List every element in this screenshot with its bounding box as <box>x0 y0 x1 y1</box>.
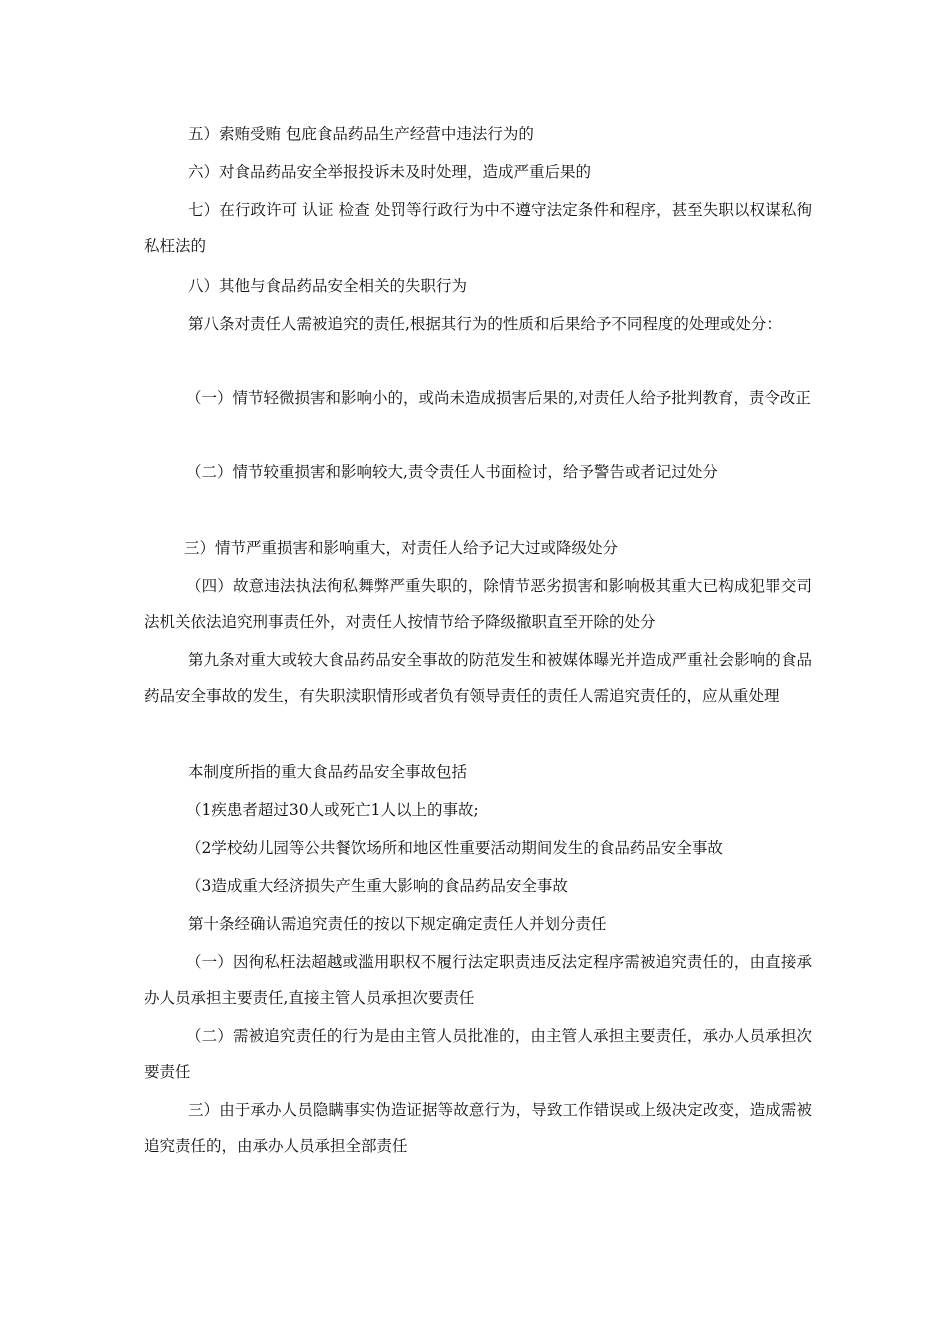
paragraph-responsibility-2: （二）需被追究责任的行为是由主管人员批准的，由主管人承担主要责任，承办人员承担次要责任 <box>144 1027 812 1081</box>
paragraph-article-10: 第十条经确认需追究责任的按以下规定确定责任人并划分责任 <box>188 915 607 933</box>
paragraph-item-8: 八）其他与食品药品安全相关的失职行为 <box>188 277 468 295</box>
paragraph-item-7: 七）在行政许可 认证 检查 处罚等行政行为中不遵守法定条件和程序，甚至失职以权谋私徇私枉法的 <box>144 201 812 255</box>
paragraph-article-9: 第九条对重大或较大食品药品安全事故的防范发生和被媒体曝光并造成严重社会影响的食品药品安全事故的发生，有失职渎职情形或者负有领导责任的责任人需追究责任的，应从重处理 <box>144 651 812 705</box>
paragraph-article-8: 第八条对责任人需被追究的责任,根据其行为的性质和后果给予不同程度的处理或处分： <box>188 315 782 333</box>
paragraph-clause-1: （一）情节轻微损害和影响小的，或尚未造成损害后果的,对责任人给予批判教育，责令改正 <box>186 389 811 407</box>
paragraph-item-6: 六）对食品药品安全举报投诉未及时处理，造成严重后果的 <box>188 163 592 181</box>
paragraph-clause-3: 三）情节严重损害和影响重大，对责任人给予记大过或降级处分 <box>184 539 619 557</box>
paragraph-major-incidents: 本制度所指的重大食品药品安全事故包括 <box>188 763 468 781</box>
paragraph-responsibility-1: （一）因徇私枉法超越或滥用职权不履行法定职责违反法定程序需被追究责任的，由直接承办人员承担主要责任,直接主管人员承担次要责任 <box>144 953 812 1007</box>
paragraph-clause-2: （二）情节较重损害和影响较大,责令责任人书面检讨，给予警告或者记过处分 <box>186 463 718 481</box>
paragraph-responsibility-3: 三）由于承办人员隐瞒事实伪造证据等故意行为，导致工作错误或上级决定改变，造成需被追究责任的，由承办人员承担全部责任 <box>144 1101 812 1155</box>
paragraph-incident-1: （1疾患者超过30人或死亡1人以上的事故; <box>186 801 479 819</box>
paragraph-incident-2: （2学校幼儿园等公共餐饮场所和地区性重要活动期间发生的食品药品安全事故 <box>186 839 723 857</box>
paragraph-item-5: 五）索贿受贿 包庇食品药品生产经营中违法行为的 <box>188 125 534 143</box>
paragraph-incident-3: （3造成重大经济损失产生重大影响的食品药品安全事故 <box>186 877 568 895</box>
paragraph-clause-4: （四）故意违法执法徇私舞弊严重失职的，除情节恶劣损害和影响极其重大已构成犯罪交司法机关依法追究刑事责任外，对责任人按情节给予降级撤职直至开除的处分 <box>144 577 812 631</box>
